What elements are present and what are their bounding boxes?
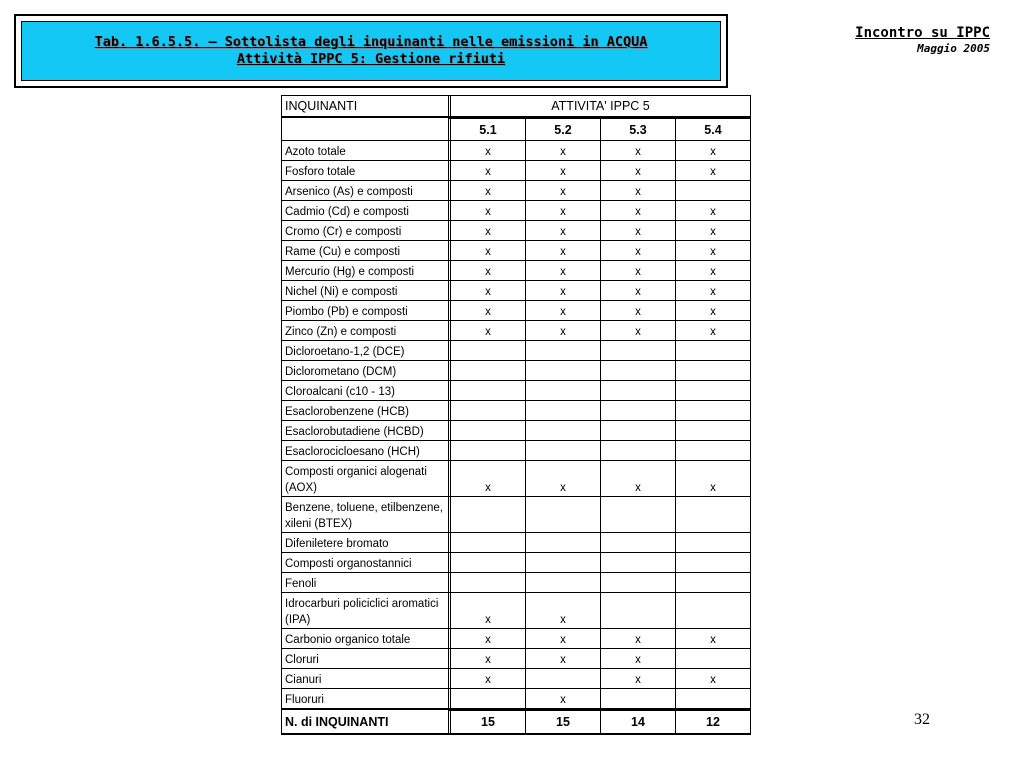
pollutant-name: Idrocarburi policiclici aromatici (IPA) xyxy=(281,593,449,629)
mark-cell xyxy=(601,441,676,461)
total-label: N. di INQUINANTI xyxy=(281,709,449,735)
table-row xyxy=(281,401,751,421)
mark-cell: x xyxy=(601,461,676,497)
mark-cell xyxy=(676,497,751,533)
mark-cell: x xyxy=(451,221,526,241)
mark-cell: x xyxy=(676,221,751,241)
mark-cell xyxy=(676,573,751,593)
mark-cell xyxy=(601,497,676,533)
mark-cell: x xyxy=(601,181,676,201)
table-row xyxy=(281,161,751,181)
mark-cell xyxy=(526,361,601,381)
mark-cell: x xyxy=(451,669,526,689)
mark-cell xyxy=(451,401,526,421)
mark-cell xyxy=(676,441,751,461)
mark-cell: x xyxy=(451,241,526,261)
mark-cell: x xyxy=(601,261,676,281)
table-row xyxy=(281,533,751,553)
mark-cell xyxy=(451,361,526,381)
mark-cell: x xyxy=(451,281,526,301)
mark-cell xyxy=(526,401,601,421)
mark-cell xyxy=(451,553,526,573)
table-row xyxy=(281,441,751,461)
mark-cell xyxy=(601,593,676,629)
page-number: 32 xyxy=(914,711,930,728)
mark-cell xyxy=(451,497,526,533)
pollutant-name: Esaclorobenzene (HCB) xyxy=(281,401,449,421)
table-row xyxy=(281,573,751,593)
mark-cell: x xyxy=(526,201,601,221)
title-banner xyxy=(21,21,721,81)
mark-cell: x xyxy=(526,321,601,341)
pollutant-name: Cloroalcani (c10 - 13) xyxy=(281,381,449,401)
mark-cell xyxy=(451,573,526,593)
total-cell: 15 xyxy=(526,709,601,735)
mark-cell: x xyxy=(451,201,526,221)
pollutant-name: Fenoli xyxy=(281,573,449,593)
mark-cell xyxy=(676,381,751,401)
mark-cell: x xyxy=(451,321,526,341)
mark-cell: x xyxy=(601,241,676,261)
mark-cell: x xyxy=(526,281,601,301)
table-header-row xyxy=(281,95,751,117)
subheader-empty-cell xyxy=(281,117,449,141)
mark-cell: x xyxy=(526,241,601,261)
mark-cell: x xyxy=(601,321,676,341)
mark-cell: x xyxy=(676,241,751,261)
mark-cell xyxy=(451,421,526,441)
mark-cell xyxy=(676,689,751,709)
mark-cell xyxy=(526,553,601,573)
mark-cell xyxy=(676,341,751,361)
pollutant-name: Mercurio (Hg) e composti xyxy=(281,261,449,281)
table-subheader-row xyxy=(281,117,751,141)
mark-cell xyxy=(676,361,751,381)
mark-cell xyxy=(526,669,601,689)
table-row xyxy=(281,553,751,573)
table-row xyxy=(281,361,751,381)
column-header: 5.2 xyxy=(526,117,601,141)
column-header: 5.1 xyxy=(451,117,526,141)
mark-cell: x xyxy=(601,141,676,161)
mark-cell: x xyxy=(526,141,601,161)
mark-cell xyxy=(601,381,676,401)
mark-cell: x xyxy=(526,221,601,241)
mark-cell xyxy=(451,441,526,461)
mark-cell: x xyxy=(526,161,601,181)
mark-cell xyxy=(526,497,601,533)
total-cell: 12 xyxy=(676,709,751,735)
pollutant-name: Esaclorocicloesano (HCH) xyxy=(281,441,449,461)
mark-cell: x xyxy=(676,141,751,161)
mark-cell: x xyxy=(601,221,676,241)
pollutant-name: Zinco (Zn) e composti xyxy=(281,321,449,341)
mark-cell: x xyxy=(526,649,601,669)
title-box xyxy=(14,14,728,88)
table-row xyxy=(281,261,751,281)
pollutant-name: Composti organostannici xyxy=(281,553,449,573)
mark-cell: x xyxy=(451,261,526,281)
header-inquinanti: INQUINANTI xyxy=(281,95,449,117)
mark-cell: x xyxy=(526,461,601,497)
mark-cell: x xyxy=(451,161,526,181)
table-row xyxy=(281,497,751,533)
mark-cell: x xyxy=(451,141,526,161)
pollutant-name: Esaclorobutadiene (HCBD) xyxy=(281,421,449,441)
pollutant-name: Cadmio (Cd) e composti xyxy=(281,201,449,221)
table-row xyxy=(281,689,751,709)
mark-cell xyxy=(601,401,676,421)
mark-cell: x xyxy=(451,301,526,321)
column-header: 5.3 xyxy=(601,117,676,141)
table-row xyxy=(281,381,751,401)
mark-cell: x xyxy=(526,593,601,629)
mark-cell: x xyxy=(451,593,526,629)
mark-cell: x xyxy=(451,629,526,649)
mark-cell xyxy=(676,649,751,669)
pollutant-name: Benzene, toluene, etilbenzene, xileni (BTEX) xyxy=(281,497,449,533)
table-row xyxy=(281,321,751,341)
mark-cell: x xyxy=(676,461,751,497)
mark-cell: x xyxy=(601,649,676,669)
mark-cell xyxy=(601,689,676,709)
table-row xyxy=(281,593,751,629)
header-attivita: ATTIVITA' IPPC 5 xyxy=(451,95,751,117)
pollutant-name: Piombo (Pb) e composti xyxy=(281,301,449,321)
mark-cell: x xyxy=(676,321,751,341)
mark-cell xyxy=(676,533,751,553)
pollutant-name: Fosforo totale xyxy=(281,161,449,181)
mark-cell xyxy=(526,381,601,401)
mark-cell: x xyxy=(676,669,751,689)
pollutant-name: Rame (Cu) e composti xyxy=(281,241,449,261)
column-header: 5.4 xyxy=(676,117,751,141)
table-row xyxy=(281,241,751,261)
pollutant-name: Diclorometano (DCM) xyxy=(281,361,449,381)
mark-cell: x xyxy=(601,161,676,181)
mark-cell: x xyxy=(451,649,526,669)
table-row xyxy=(281,281,751,301)
pollutant-name: Carbonio organico totale xyxy=(281,629,449,649)
mark-cell: x xyxy=(601,301,676,321)
mark-cell xyxy=(526,421,601,441)
mark-cell: x xyxy=(601,201,676,221)
pollutant-name: Dicloroetano-1,2 (DCE) xyxy=(281,341,449,361)
mark-cell: x xyxy=(676,161,751,181)
mark-cell xyxy=(676,181,751,201)
mark-cell: x xyxy=(526,689,601,709)
table-row xyxy=(281,301,751,321)
pollutant-name: Cianuri xyxy=(281,669,449,689)
mark-cell xyxy=(601,553,676,573)
mark-cell xyxy=(676,401,751,421)
mark-cell xyxy=(601,573,676,593)
mark-cell xyxy=(451,533,526,553)
pollutant-name: Nichel (Ni) e composti xyxy=(281,281,449,301)
pollutant-name: Azoto totale xyxy=(281,141,449,161)
mark-cell: x xyxy=(451,181,526,201)
table-total-row xyxy=(281,709,751,735)
pollutants-table xyxy=(281,95,751,735)
mark-cell: x xyxy=(526,301,601,321)
mark-cell xyxy=(526,533,601,553)
mark-cell xyxy=(526,341,601,361)
table-row xyxy=(281,341,751,361)
total-cell: 15 xyxy=(451,709,526,735)
pollutant-name: Cromo (Cr) e composti xyxy=(281,221,449,241)
table-row xyxy=(281,221,751,241)
mark-cell: x xyxy=(601,629,676,649)
mark-cell xyxy=(676,553,751,573)
mark-cell xyxy=(526,573,601,593)
mark-cell: x xyxy=(676,629,751,649)
mark-cell: x xyxy=(676,281,751,301)
title-line-1: Tab. 1.6.5.5. – Sottolista degli inquinanti nelle emissioni in ACQUA xyxy=(94,34,648,50)
mark-cell: x xyxy=(601,669,676,689)
table-row xyxy=(281,201,751,221)
mark-cell xyxy=(451,381,526,401)
pollutant-name: Composti organici alogenati (AOX) xyxy=(281,461,449,497)
table-row xyxy=(281,181,751,201)
mark-cell xyxy=(601,341,676,361)
table-row xyxy=(281,421,751,441)
mark-cell: x xyxy=(451,461,526,497)
mark-cell xyxy=(676,421,751,441)
mark-cell xyxy=(676,593,751,629)
table-row xyxy=(281,141,751,161)
mark-cell: x xyxy=(676,261,751,281)
mark-cell: x xyxy=(676,301,751,321)
table-row xyxy=(281,629,751,649)
mark-cell: x xyxy=(526,181,601,201)
table-row xyxy=(281,649,751,669)
pollutant-name: Fluoruri xyxy=(281,689,449,709)
pollutant-name: Difeniletere bromato xyxy=(281,533,449,553)
pollutant-name: Arsenico (As) e composti xyxy=(281,181,449,201)
mark-cell xyxy=(451,341,526,361)
mark-cell xyxy=(601,533,676,553)
pollutant-name: Cloruri xyxy=(281,649,449,669)
mark-cell xyxy=(451,689,526,709)
event-date: Maggio 2005 xyxy=(917,42,990,55)
mark-cell: x xyxy=(526,629,601,649)
table-row xyxy=(281,461,751,497)
event-title: Incontro su IPPC xyxy=(855,25,990,41)
mark-cell xyxy=(601,361,676,381)
total-cell: 14 xyxy=(601,709,676,735)
mark-cell xyxy=(601,421,676,441)
mark-cell: x xyxy=(526,261,601,281)
table-row xyxy=(281,669,751,689)
mark-cell: x xyxy=(601,281,676,301)
mark-cell: x xyxy=(676,201,751,221)
title-line-2: Attività IPPC 5: Gestione rifiuti xyxy=(236,51,506,67)
mark-cell xyxy=(526,441,601,461)
header-right xyxy=(855,24,990,56)
